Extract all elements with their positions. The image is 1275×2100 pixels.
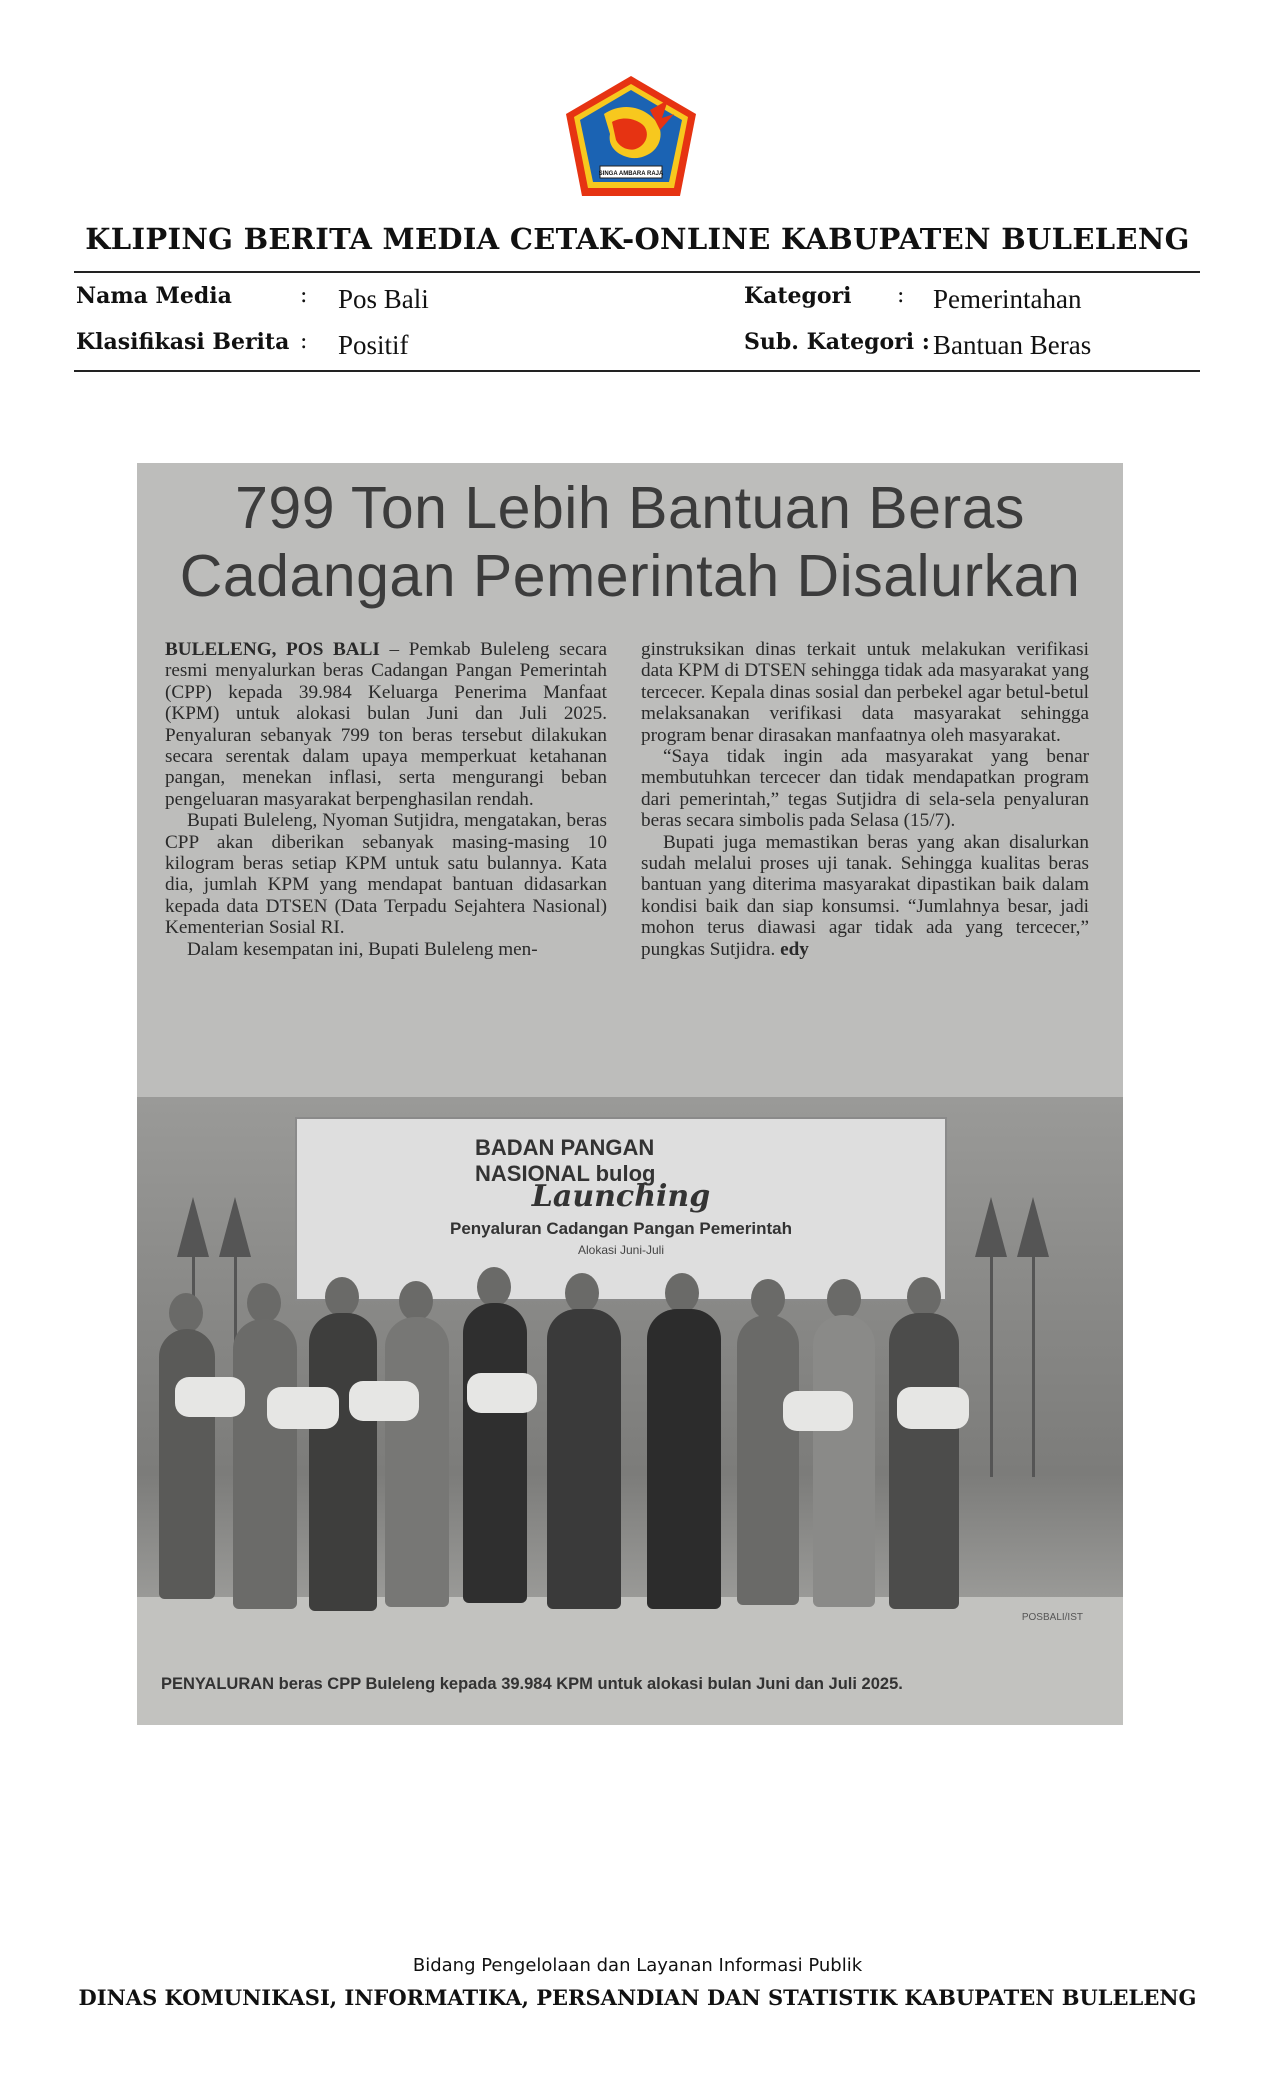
- rice-sack: [267, 1387, 339, 1429]
- photo-caption: PENYALURAN beras CPP Buleleng kepada 39.984 KPM untuk alokasi bulan Juni dan Juli 2025.: [161, 1675, 903, 1693]
- person-figure: [647, 1309, 721, 1609]
- person-figure: [813, 1315, 875, 1607]
- person-figure: [159, 1329, 215, 1599]
- footer-agency: DINAS KOMUNIKASI, INFORMATIKA, PERSANDIAN DAN STATISTIK KABUPATEN BULELENG: [78, 1985, 1197, 2010]
- flag-pole: [1032, 1257, 1035, 1477]
- person-figure: [463, 1303, 527, 1603]
- article-paragraph: Bupati Buleleng, Nyoman Sutjidra, mengatakan, beras CPP akan diberikan sebanyak masing-masing 10 kilogram beras setiap KPM untuk satu bulannya. Kata dia, jumlah KPM yang mendapat bantuan didasarkan kepada data DTSEN (Data Terpadu Sejahtera Nasional) Kementerian Sosial RI.: [165, 810, 607, 939]
- klasifikasi-colon: :: [300, 329, 308, 354]
- page-title: KLIPING BERITA MEDIA CETAK-ONLINE KABUPATEN BULELENG: [85, 222, 1190, 256]
- article-paragraph: [165, 639, 607, 810]
- article-paragraph: “Saya tidak ingin ada masyarakat yang benar membutuhkan tercecer dan tidak mendapatkan program dari pemerintah,” tegas Sutjidra di sela-sela penyaluran beras secara simbolis pada Selasa (15/7).: [641, 746, 1089, 832]
- kategori-colon: :: [897, 283, 905, 308]
- person-head: [325, 1277, 359, 1317]
- meta-divider: [74, 370, 1200, 372]
- klasifikasi-label: Klasifikasi Berita: [76, 329, 290, 355]
- article-paragraph: [641, 832, 1089, 960]
- sponsor-logos: BADAN PANGAN NASIONAL bulog: [475, 1135, 656, 1186]
- byline: edy: [780, 938, 809, 960]
- sub-kategori-label: Sub. Kategori :: [744, 329, 930, 355]
- dateline: BULELENG, POS BALI: [165, 639, 380, 660]
- nama-media-value: Pos Bali: [338, 284, 429, 314]
- flag-icon: [1017, 1197, 1049, 1257]
- person-head: [751, 1279, 785, 1319]
- person-head: [907, 1277, 941, 1317]
- banner-allocation: Alokasi Juni-Juli: [577, 1243, 665, 1257]
- article-paragraph: Dalam kesempatan ini, Bupati Buleleng men-: [187, 938, 538, 960]
- photo-credit: POSBALI/IST: [1021, 1612, 1083, 1623]
- flag-icon: [975, 1197, 1007, 1257]
- rice-sack: [175, 1377, 245, 1417]
- rice-sack: [897, 1387, 969, 1429]
- person-figure: [889, 1313, 959, 1609]
- nama-media-label: Nama Media: [76, 283, 232, 309]
- headline-line-1: 799 Ton Lebih Bantuan Beras: [235, 475, 1025, 541]
- rice-sack: [349, 1381, 419, 1421]
- banner-subtitle: Penyaluran Cadangan Pangan Pemerintah: [450, 1219, 792, 1238]
- crest-motto: SINGA AMBARA RAJA: [598, 171, 664, 177]
- rice-sack: [783, 1391, 853, 1431]
- flag-icon: [177, 1197, 209, 1257]
- article-column-right: [641, 639, 1089, 960]
- kategori-value: Pemerintahan: [933, 284, 1082, 314]
- paragraph-text: Bupati juga memastikan beras yang akan disalurkan sudah melalui proses uji tanak. Sehingga kualitas beras bantuan yang diterima masyarakat dipastikan baik dalam kondisi baik dan siap konsumsi. “Jumlahnya besar, jadi mohon terus diawasi agar tidak ada yang tercecer,” pungkas Sutjidra.: [641, 831, 1089, 960]
- person-head: [565, 1273, 599, 1313]
- person-head: [477, 1267, 511, 1307]
- article-photo: [137, 1097, 1123, 1725]
- flag-icon: [219, 1197, 251, 1257]
- stage-floor: [137, 1597, 1123, 1725]
- singa-ambara-raja-crest-icon: [564, 74, 698, 198]
- footer-department: Bidang Pengelolaan dan Layanan Informasi Publik: [412, 1955, 863, 1976]
- person-head: [827, 1279, 861, 1319]
- header-divider: [74, 271, 1200, 273]
- launching-backdrop: [295, 1117, 947, 1301]
- klasifikasi-value: Positif: [338, 330, 409, 360]
- newspaper-clipping: [137, 463, 1123, 1725]
- person-head: [665, 1273, 699, 1313]
- person-head: [247, 1283, 281, 1323]
- sub-kategori-value: Bantuan Beras: [933, 330, 1092, 360]
- person-head: [399, 1281, 433, 1321]
- nama-media-colon: :: [300, 283, 308, 308]
- article-paragraph: ginstruksikan dinas terkait untuk melakukan verifikasi data KPM di DTSEN sehingga tidak ada masyarakat yang tercecer. Kepala dinas sosial dan perbekel agar betul-betul melaksanakan verifikasi data masyarakat sehingga program benar dirasakan manfaatnya oleh masyarakat.: [641, 639, 1089, 746]
- kategori-label: Kategori: [744, 283, 852, 309]
- article-column-left: [165, 639, 607, 960]
- person-figure: [547, 1309, 621, 1609]
- headline-line-2: Cadangan Pemerintah Disalurkan: [179, 543, 1081, 609]
- person-figure: [737, 1315, 799, 1605]
- person-figure: [385, 1317, 449, 1607]
- person-figure: [309, 1313, 377, 1611]
- banner-title: Launching: [531, 1179, 711, 1214]
- rice-sack: [467, 1373, 537, 1413]
- person-figure: [233, 1319, 297, 1609]
- person-head: [169, 1293, 203, 1333]
- flag-pole: [990, 1257, 993, 1477]
- paragraph-text: – Pemkab Buleleng secara resmi menyalurkan beras Cadangan Pangan Pemerintah (CPP) kepada 39.984 Keluarga Penerima Manfaat (KPM) untuk alokasi bulan Juni dan Juli 2025. Penyaluran sebanyak 799 ton beras tersebut dilakukan secara serentak dalam upaya memperkuat ketahanan pangan, menekan inflasi, serta mengurangi beban pengeluaran masyarakat berpenghasilan rendah.: [165, 639, 607, 810]
